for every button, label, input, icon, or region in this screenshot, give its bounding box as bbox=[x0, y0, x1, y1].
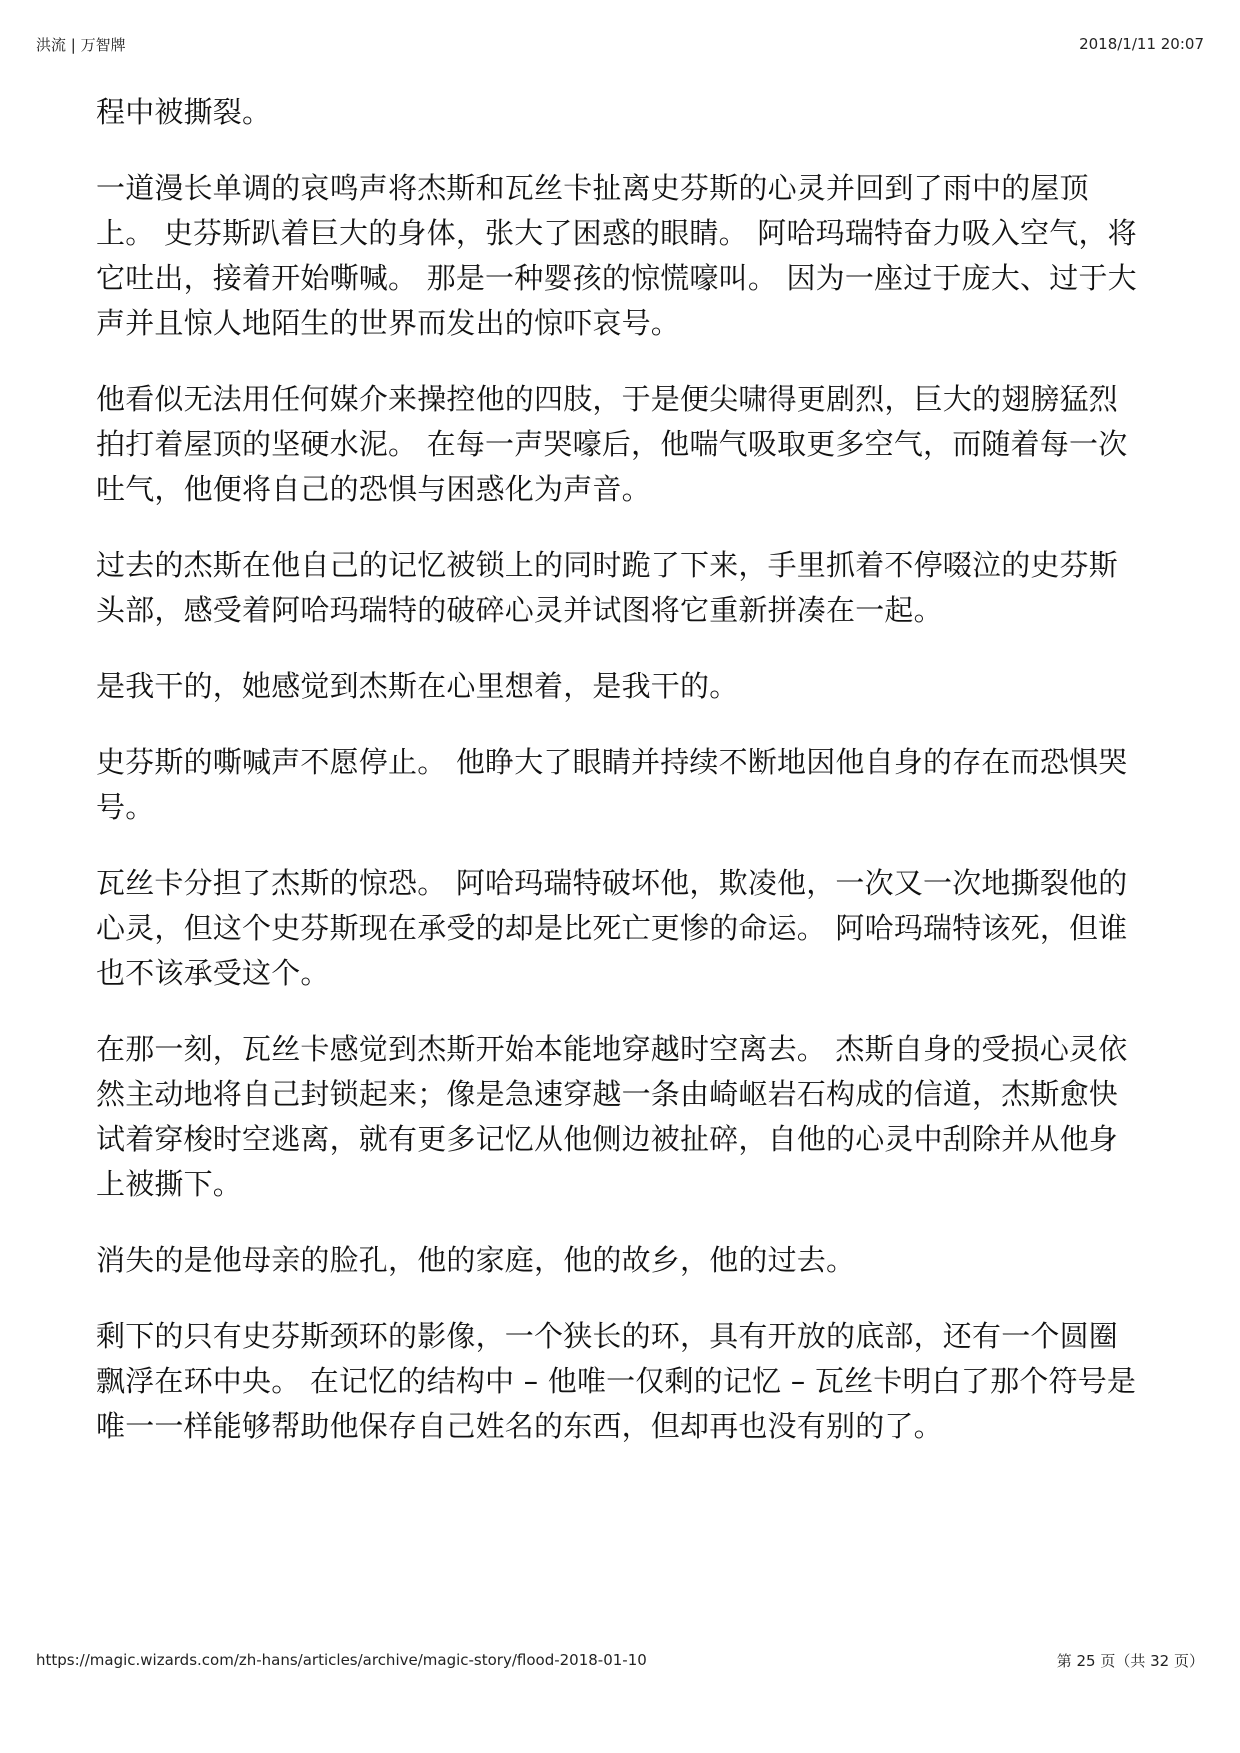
page-header bbox=[36, 34, 1204, 54]
page-footer bbox=[36, 1650, 1204, 1670]
print-timestamp: 2018/1/11 20:07 bbox=[1079, 35, 1204, 53]
site-title: 洪流 | 万智牌 bbox=[36, 35, 126, 54]
paragraph: 在那一刻，瓦丝卡感觉到杰斯开始本能地穿越时空离去。 杰斯自身的受损心灵依然主动地将自己封锁起来；像是急速穿越一条由崎岖岩石构成的信道，杰斯愈快试着穿梭时空逃离，就有更多记忆从他侧边被扯碎，自他的心灵中刮除并从他身上被撕下。 bbox=[96, 1032, 1128, 1201]
paragraph: 一道漫长单调的哀鸣声将杰斯和瓦丝卡扯离史芬斯的心灵并回到了雨中的屋顶上。 史芬斯趴着巨大的身体，张大了困惑的眼睛。 阿哈玛瑞特奋力吸入空气，将它吐出，接着开始嘶喊。 那是一种婴孩的惊慌嚎叫。 因为一座过于庞大、过于大声并且惊人地陌生的世界而发出的惊吓哀号。 bbox=[96, 171, 1137, 340]
page-url: https://magic.wizards.com/zh-hans/articles/archive/magic-story/flood-2018-01-10 bbox=[36, 1651, 647, 1669]
paragraph: 过去的杰斯在他自己的记忆被锁上的同时跪了下来，手里抓着不停啜泣的史芬斯头部，感受着阿哈玛瑞特的破碎心灵并试图将它重新拼凑在一起。 bbox=[96, 548, 1119, 627]
paragraph: 史芬斯的嘶喊声不愿停止。 他睁大了眼睛并持续不断地因他自身的存在而恐惧哭号。 bbox=[96, 745, 1128, 824]
page-number: 第 25 页（共 32 页） bbox=[1056, 1651, 1204, 1670]
paragraph: 他看似无法用任何媒介来操控他的四肢，于是便尖啸得更剧烈，巨大的翅膀猛烈拍打着屋顶的坚硬水泥。 在每一声哭嚎后，他喘气吸取更多空气，而随着每一次吐气，他便将自己的恐惧与困惑化为声音。 bbox=[96, 382, 1128, 506]
article-body bbox=[96, 90, 1146, 1480]
paragraph: 程中被撕裂。 bbox=[96, 95, 272, 129]
paragraph: 瓦丝卡分担了杰斯的惊恐。 阿哈玛瑞特破坏他，欺凌他，一次又一次地撕裂他的心灵，但这个史芬斯现在承受的却是比死亡更惨的命运。 阿哈玛瑞特该死，但谁也不该承受这个。 bbox=[96, 866, 1128, 990]
paragraph: 消失的是他母亲的脸孔，他的家庭，他的故乡，他的过去。 bbox=[96, 1243, 856, 1277]
paragraph: 是我干的，她感觉到杰斯在心里想着，是我干的。 bbox=[96, 669, 739, 703]
paragraph: 剩下的只有史芬斯颈环的影像，一个狭长的环，具有开放的底部，还有一个圆圈飘浮在环中央。 在记忆的结构中 – 他唯一仅剩的记忆 – 瓦丝卡明白了那个符号是唯一一样能够帮助他保存自己姓名的东西，但却再也没有别的了。 bbox=[96, 1319, 1137, 1443]
